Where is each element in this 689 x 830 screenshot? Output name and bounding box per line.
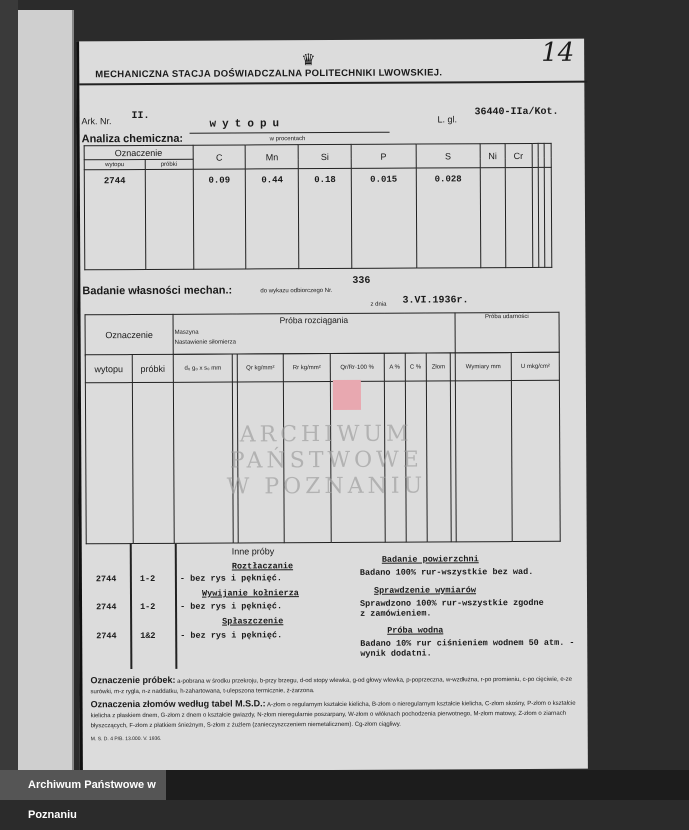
analiza-value: wytopu <box>209 118 286 131</box>
ark-value: II. <box>131 110 150 123</box>
document-page <box>76 39 588 772</box>
test-name: Roztłaczanie <box>231 561 294 572</box>
col-oznaczenie: Oznaczenie <box>84 145 193 160</box>
institution-header: MECHANICZNA STACJA DOŚWIADCZALNA POLITECHNIKI LWOWSKIEJ. <box>95 67 443 81</box>
col-d0: d₀ g₀ x s₀ mm <box>173 354 232 382</box>
maszyna-label: Maszyna <box>174 329 199 336</box>
color-patch <box>333 380 361 410</box>
legend-probek-title: Oznaczenie próbek: <box>90 674 176 686</box>
col-a: A % <box>384 353 405 381</box>
result-text: Badano 100% rur-wszystkie bez wad. <box>359 566 534 578</box>
analiza-label: Analiza chemiczna: <box>81 132 184 146</box>
cell-value: 0.44 <box>246 169 299 269</box>
test-wytopu: 2744 <box>96 631 117 642</box>
col-zlom: Złom <box>426 353 450 381</box>
legend-zlomow-title: Oznaczenia złomów według tabel M.S.D.: <box>90 698 266 710</box>
proba-rozciagania: Próba rozciągania <box>279 314 349 326</box>
legend-zlomow-text: A-złom o regularnym kształcie kielicha, B-złom o nieregularnym kształcie kielicha, C-złom skośny, P-złom o kształcie kielicha z płaskiem dnem, G-złom z dnem o kształcie gwiazdy, N-złom nieregularnie poszarpany, W-złom o włóknach pochodzenia pierwotnego, M-złom matowy, Z-złom o ziarnach błyszczących, F-złom z płatkiem śnieżnym, S-złom z żużlem (zanieczyszczeniem niemetalicznem). Cg-złom ciągliwy. <box>90 700 576 730</box>
test-probki: 1-2 <box>140 601 156 613</box>
col-element: Si <box>298 144 351 168</box>
legend-probek-text: a-pobrana w środku przekroju, b-przy brzegu, d-od stopy wlewka, g-od głowy wlewka, p-poprzeczna, w-wzdłużna, r-po promieniu, c-po cięciwie, e-ze surówki, m-z rygla, n-z naddatku, h-zahartowana, t-ulepszona termicznie, ż-żarzona. <box>90 676 573 696</box>
archive-footer <box>0 770 689 821</box>
col-c: C % <box>405 353 427 381</box>
date-value: 3.VI.1936r. <box>402 295 469 307</box>
col-probki: próbki <box>145 159 193 169</box>
result-name: Próba wodna <box>387 625 444 636</box>
test-result: - bez rys i pęknięć. <box>179 573 282 584</box>
col-element: P <box>351 144 416 168</box>
test-result: - bez rys i pęknięć. <box>180 630 283 641</box>
test-probki: 1-2 <box>139 573 156 585</box>
chemical-analysis-table <box>84 143 553 270</box>
col-element: Cr <box>505 143 532 167</box>
result-name: Sprawdzenie wymiarów <box>373 585 477 596</box>
binding-strip <box>18 10 74 770</box>
form-code: M. S. D. 4 P/B. 13.000. V. 1936. <box>90 735 162 743</box>
col-u: U mkg/cm² <box>511 352 559 380</box>
col-wytopu: wytopu <box>85 355 132 383</box>
mech-label: Badanie własności mechan.: <box>82 284 233 298</box>
legend <box>90 673 585 744</box>
wykaz-value: 336 <box>352 275 371 287</box>
result-text: Sprawdzono 100% rur-wszystkie zgodne z zamówieniem. <box>360 597 544 619</box>
cell-wytopu: 2744 <box>84 169 145 269</box>
lgl-label: L. gl. <box>437 114 458 125</box>
col-probki: próbki <box>132 354 173 382</box>
table-row <box>84 167 552 269</box>
result-text: Badano 10% rur ciśnieniem wodnem 50 atm. - wynik dodatni. <box>360 637 575 659</box>
archive-label: Archiwum Państwowe w Poznaniu <box>0 770 166 800</box>
col-ratio: Qr/Rr·100 % <box>330 353 385 381</box>
test-name: Spłaszczenie <box>222 616 284 627</box>
nastawienie-label: Nastawienie siłomierza <box>174 339 236 346</box>
test-wytopu: 2744 <box>95 574 117 585</box>
col-rr: Rr kg/mm² <box>284 354 330 382</box>
col-element: Ni <box>480 144 505 168</box>
col-element: C <box>193 145 246 169</box>
ark-label: Ark. Nr. <box>81 116 112 127</box>
lgl-value: 36440-IIa/Kot. <box>474 106 559 119</box>
cell-value: 0.09 <box>193 169 246 269</box>
col-qr: Qr kg/mm² <box>237 354 284 382</box>
col-element: Mn <box>246 145 299 169</box>
test-name: Wywijanie kołnierza <box>201 588 299 599</box>
cell-value: 0.028 <box>416 168 481 268</box>
analiza-note: w procentach <box>269 136 306 143</box>
cell-value: 0.015 <box>351 168 416 268</box>
eagle-emblem-icon: ♛ <box>301 52 316 70</box>
archive-watermark: ARCHIWUM PAŃSTWOWE W POZNANIU <box>226 421 427 500</box>
inne-title: Inne próby <box>231 546 275 557</box>
test-wytopu: 2744 <box>96 602 117 613</box>
col-element: S <box>416 144 481 168</box>
test-result: - bez rys i pęknięć. <box>180 601 283 612</box>
col-wymiary: Wymiary mm <box>455 353 512 381</box>
result-name: Badanie powierzchni <box>381 554 479 565</box>
test-probki: 1&2 <box>140 630 156 642</box>
col-oznaczenie: Oznaczenie <box>85 314 173 354</box>
date-label: z dnia <box>370 301 387 308</box>
proba-udarnosci: Próba udarności <box>455 312 559 353</box>
col-wytopu: wytopu <box>84 159 145 169</box>
wykaz-label: do wykazu odbiorczego Nr. <box>260 287 333 295</box>
handwritten-page-number: 14 <box>541 37 575 68</box>
scan-edge <box>0 0 18 800</box>
cell-value: 0.18 <box>299 168 352 268</box>
